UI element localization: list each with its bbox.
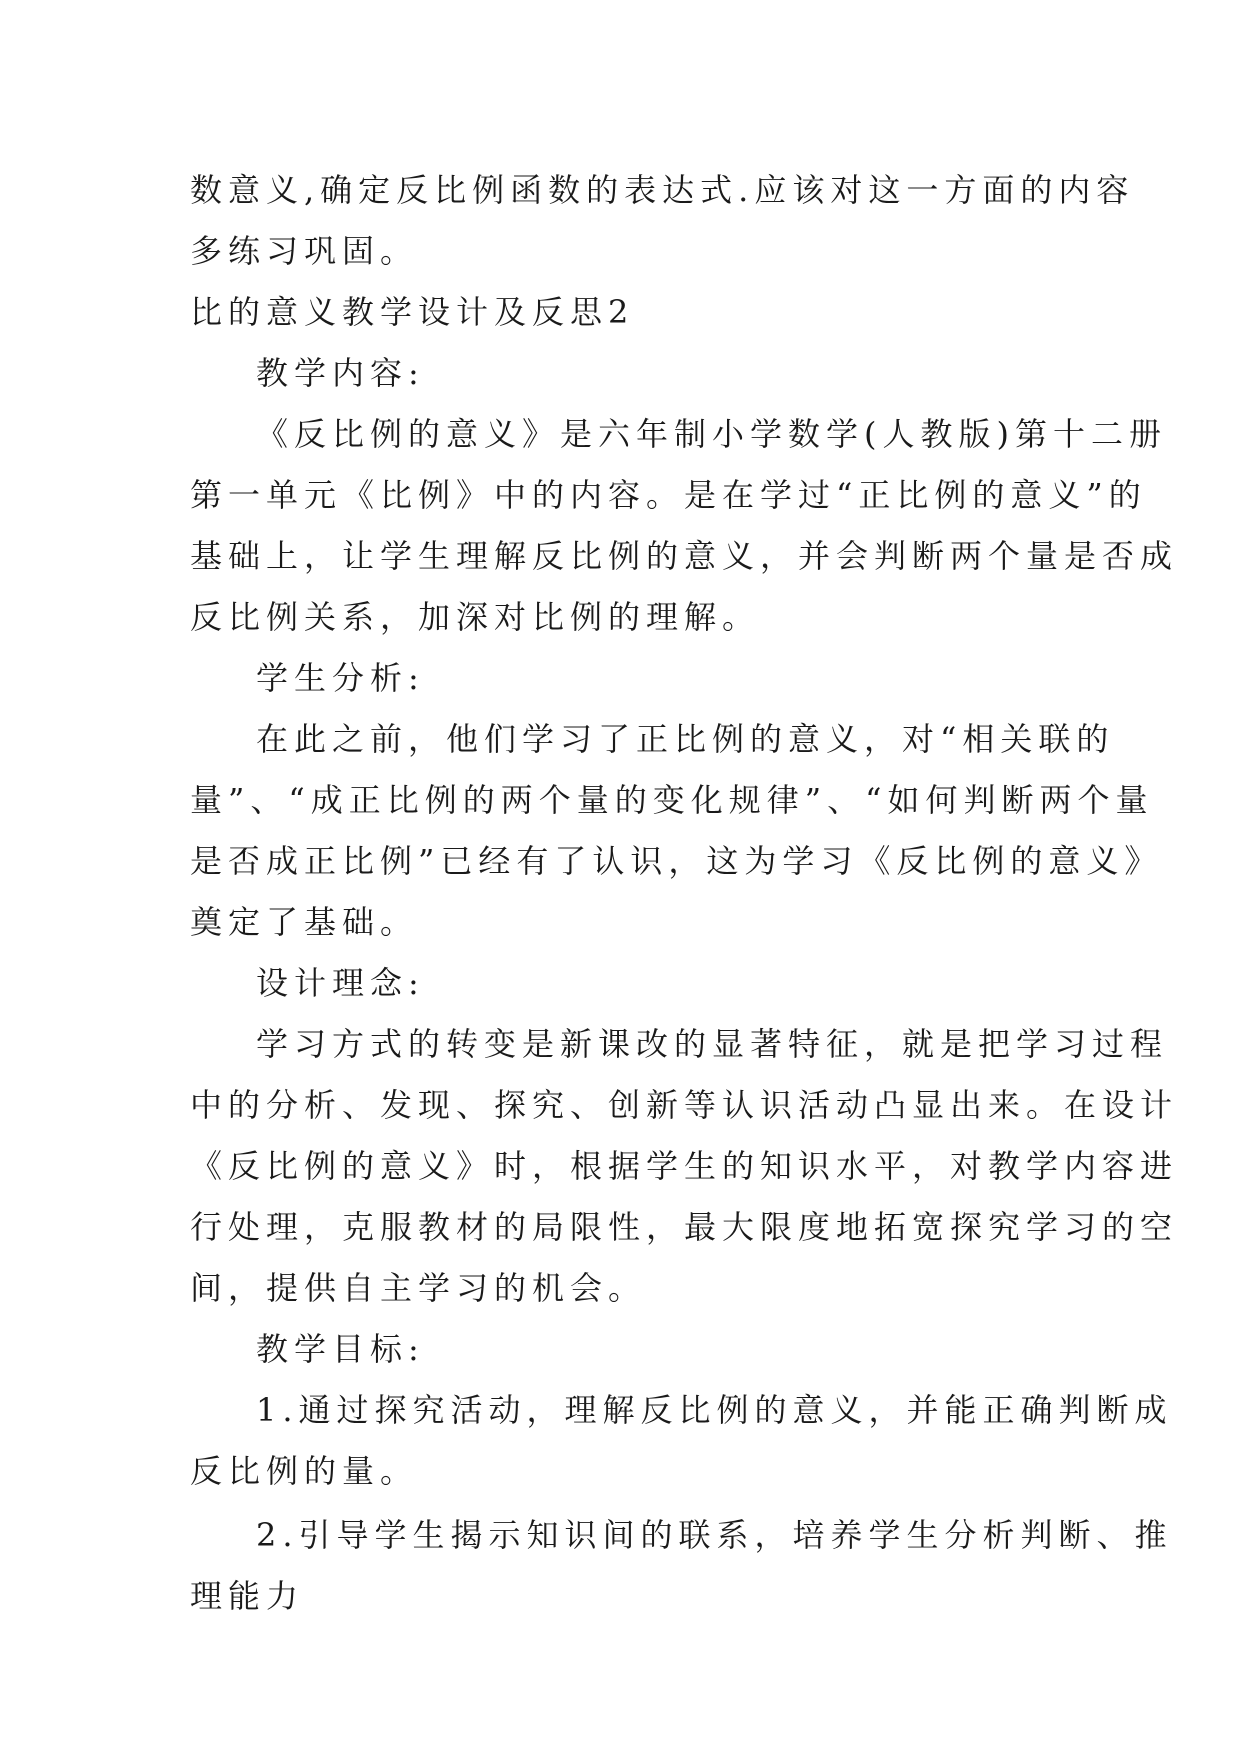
goal-1-line: 反比例的量。 — [190, 1452, 419, 1490]
paragraph-line: 间，提供自主学习的机会。 — [190, 1269, 647, 1307]
paragraph-line: 在此之前，他们学习了正比例的意义，对“相关联的 — [256, 720, 1115, 758]
paragraph-line: 反比例关系，加深对比例的理解。 — [190, 598, 761, 636]
goal-2-line: 理能力 — [190, 1577, 305, 1615]
heading-student-analysis: 学生分析: — [256, 659, 425, 697]
heading-teaching-content: 教学内容: — [256, 354, 425, 392]
paragraph-line: 基础上，让学生理解反比例的意义，并会判断两个量是否成 — [190, 537, 1179, 575]
paragraph-continuation-line: 数意义,确定反比例函数的表达式.应该对这一方面的内容 — [190, 171, 1135, 209]
paragraph-line: 行处理，克服教材的局限性，最大限度地拓宽探究学习的空 — [190, 1208, 1179, 1246]
goal-1-line: 1.通过探究活动，理解反比例的意义，并能正确判断成 — [256, 1391, 1173, 1429]
paragraph-line: 《反比例的意义》是六年制小学数学(人教版)第十二册 — [256, 415, 1167, 453]
paragraph-line: 第一单元《比例》中的内容。是在学过“正比例的意义”的 — [190, 476, 1147, 514]
paragraph-line: 中的分析、发现、探究、创新等认识活动凸显出来。在设计 — [190, 1086, 1179, 1124]
paragraph-line: 学习方式的转变是新课改的显著特征，就是把学习过程 — [256, 1025, 1169, 1063]
paragraph-line: 量”、“成正比例的两个量的变化规律”、“如何判断两个量 — [190, 781, 1154, 819]
heading-design-concept: 设计理念: — [256, 964, 425, 1002]
paragraph-line: 奠定了基础。 — [190, 903, 419, 941]
heading-teaching-goals: 教学目标: — [256, 1330, 425, 1368]
document-page — [190, 160, 1179, 1627]
paragraph-line: 是否成正比例”已经有了认识，这为学习《反比例的意义》 — [190, 842, 1163, 880]
paragraph-line: 《反比例的意义》时，根据学生的知识水平，对教学内容进 — [190, 1147, 1179, 1185]
paragraph-continuation-line: 多练习巩固。 — [190, 232, 419, 270]
goal-2-line: 2.引导学生揭示知识间的联系，培养学生分析判断、推 — [256, 1516, 1173, 1554]
section-title: 比的意义教学设计及反思2 — [190, 293, 635, 331]
